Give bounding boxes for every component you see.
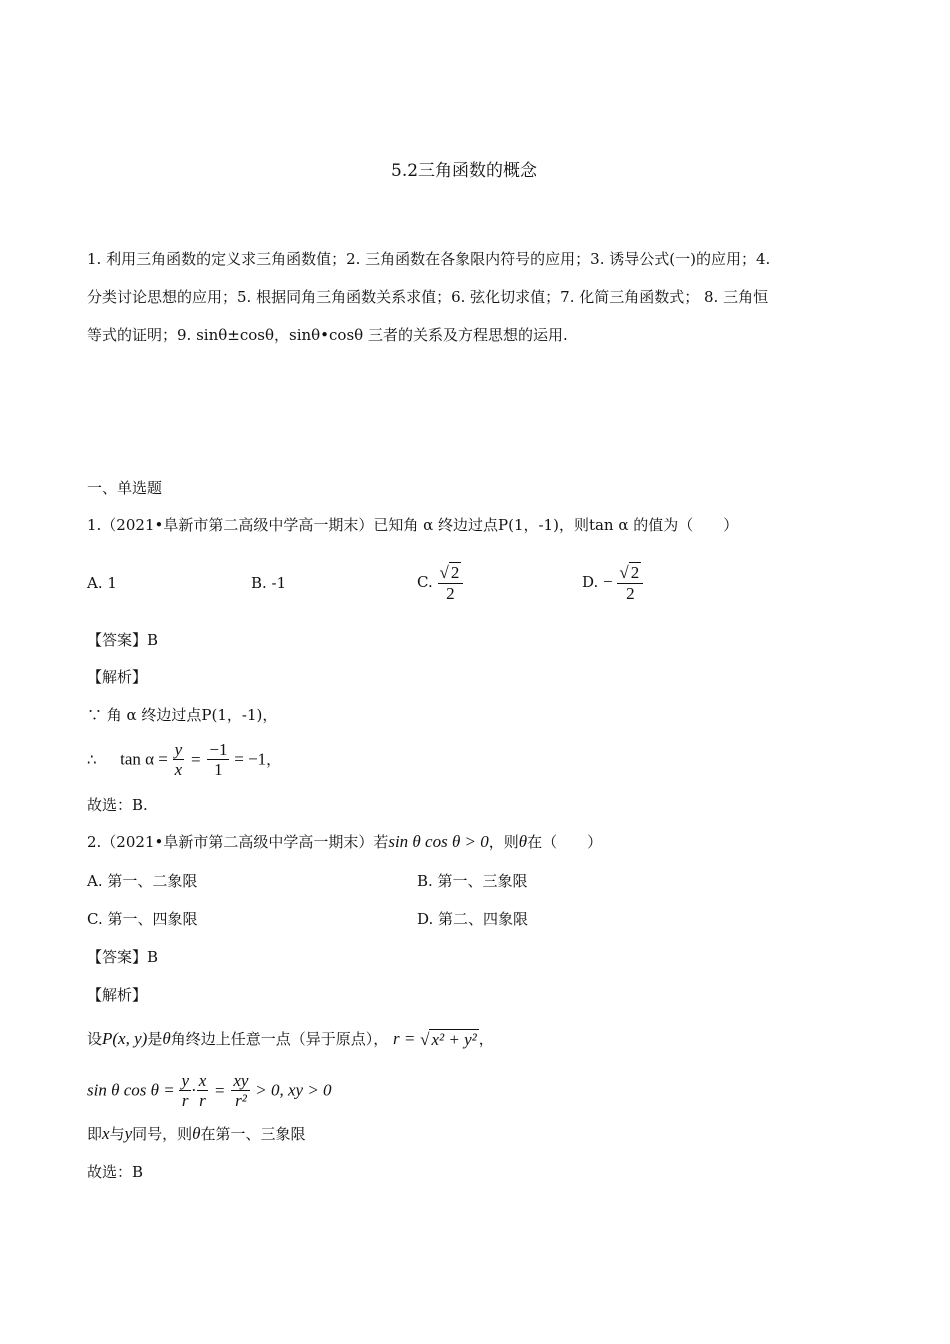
equals-sign: = xyxy=(190,749,201,769)
section-heading: 一、单选题 xyxy=(87,479,163,497)
q1-therefore-line xyxy=(87,740,281,779)
q2-stem-math: sin θ cos θ > 0 xyxy=(388,832,489,851)
q1-frac1-den: x xyxy=(174,760,183,779)
q1-frac2-den: 1 xyxy=(207,759,229,779)
q2-stem xyxy=(87,832,602,852)
q1-analysis-heading: 【解析】 xyxy=(87,668,148,686)
q1-option-a: A. 1 xyxy=(87,574,117,592)
q2-stem-suffix: 在（ ） xyxy=(527,833,603,851)
therefore-symbol: ∴ xyxy=(87,750,97,769)
q1-because: ∵ 角 α 终边过点P(1，-1)， xyxy=(87,706,278,724)
q2-frac-xy-over-r2 xyxy=(231,1071,250,1110)
q1-option-b: B. -1 xyxy=(251,574,287,592)
sqrt-icon: √ 2 xyxy=(619,562,640,582)
q2-f3-den: r² xyxy=(231,1090,250,1110)
q2-answer: 【答案】B xyxy=(87,948,159,966)
q2-sincos-line xyxy=(87,1071,332,1110)
q2-frac-x-over-r xyxy=(197,1071,209,1110)
q2-set-prefix: 设 xyxy=(87,1030,103,1048)
q2-stem-prefix: 2.（2021•阜新市第二高级中学高一期末）若 xyxy=(87,833,389,851)
q2-frac-y-over-r xyxy=(179,1071,191,1110)
q1-frac1-num: y xyxy=(174,740,183,759)
q2-same-theta: θ xyxy=(192,1124,201,1143)
q1-frac-y-over-x xyxy=(173,740,185,779)
q2-stem-theta: θ xyxy=(518,832,528,851)
q2-f1-den: r xyxy=(179,1090,191,1110)
q2-option-c: C. 第一、四象限 xyxy=(87,910,198,928)
q2-set-comma: ， xyxy=(478,1030,494,1048)
q2-same-text: 同号，则 xyxy=(132,1125,193,1143)
q1-option-c-label: C. xyxy=(417,572,433,591)
q2-same-prefix: 即 xyxy=(87,1125,103,1143)
q1-option-c-fraction xyxy=(438,561,464,603)
q1-option-c-radicand: 2 xyxy=(450,562,460,582)
q1-result-comma: ， xyxy=(266,750,282,769)
q2-set-mid: 是 xyxy=(147,1030,163,1048)
q1-option-d-radicand: 2 xyxy=(630,562,640,582)
q2-conclusion: 故选：B xyxy=(87,1163,144,1181)
equals-sign: = xyxy=(215,1080,225,1100)
q2-set-theta: θ xyxy=(162,1029,171,1048)
q1-answer: 【答案】B xyxy=(87,631,159,649)
q2-dot: · xyxy=(191,1080,197,1100)
q1-option-c xyxy=(417,561,463,603)
sqrt-icon: √ x² + y² xyxy=(420,1029,477,1049)
q2-f3-num: xy xyxy=(233,1071,249,1090)
q2-f2-den: r xyxy=(197,1090,209,1110)
q1-stem: 1.（2021•阜新市第二高级中学高一期末）已知角 α 终边过点P(1，-1)，则tan α 的值为（ ） xyxy=(87,516,739,534)
q2-f2-num: x xyxy=(198,1071,207,1090)
q1-option-d-denominator: 2 xyxy=(617,583,643,603)
page-title: 5.2三角函数的概念 xyxy=(391,161,538,181)
intro-line-3: 等式的证明；9. sinθ±cosθ，sinθ•cosθ 三者的关系及方程思想的运用. xyxy=(87,326,568,344)
q2-set-line xyxy=(87,1028,494,1050)
q2-r-radicand: x² + y² xyxy=(431,1029,477,1049)
q2-option-b: B. 第一、三象限 xyxy=(417,872,528,890)
q1-result: = −1 xyxy=(234,749,267,769)
q2-sc-tail: > 0, xy > 0 xyxy=(255,1080,332,1100)
q2-option-d: D. 第二、四象限 xyxy=(417,910,529,928)
q2-point: P(x, y) xyxy=(102,1029,148,1048)
q2-r-eq: r = xyxy=(393,1029,416,1048)
q2-same-mid: 与 xyxy=(109,1125,125,1143)
q1-tan-lhs: tan α = xyxy=(120,749,168,769)
q2-same-x: x xyxy=(102,1124,110,1143)
q1-option-d-minus: − xyxy=(603,571,613,591)
q2-analysis-heading: 【解析】 xyxy=(87,986,148,1004)
q2-same-suffix: 在第一、三象限 xyxy=(200,1125,306,1143)
q2-same-sign-line xyxy=(87,1124,306,1144)
q1-frac2-num: −1 xyxy=(209,740,228,759)
intro-line-2: 分类讨论思想的应用；5. 根据同角三角函数关系求值；6. 弦化切求值；7. 化简三角函数式； 8. 三角恒 xyxy=(87,288,769,306)
q1-option-d-fraction xyxy=(617,561,643,603)
q2-set-text: 角终边上任意一点（异于原点）， xyxy=(170,1030,389,1048)
q2-stem-mid: ，则 xyxy=(488,833,519,851)
q1-option-c-denominator: 2 xyxy=(438,583,464,603)
q1-frac-neg1-over-1 xyxy=(207,740,229,779)
q1-option-d-label: D. xyxy=(582,572,599,591)
intro-line-1: 1. 利用三角函数的定义求三角函数值；2. 三角函数在各象限内符号的应用；3. 诱导公式(一)的应用；4. xyxy=(87,250,771,268)
q2-f1-num: y xyxy=(181,1071,190,1090)
q2-option-a: A. 第一、二象限 xyxy=(87,872,198,890)
q1-conclusion: 故选：B. xyxy=(87,796,148,814)
q1-option-d xyxy=(582,561,643,603)
q2-sc-lhs: sin θ cos θ = xyxy=(87,1080,175,1100)
q2-same-y: y xyxy=(124,1124,133,1143)
sqrt-icon: √ 2 xyxy=(439,562,460,582)
